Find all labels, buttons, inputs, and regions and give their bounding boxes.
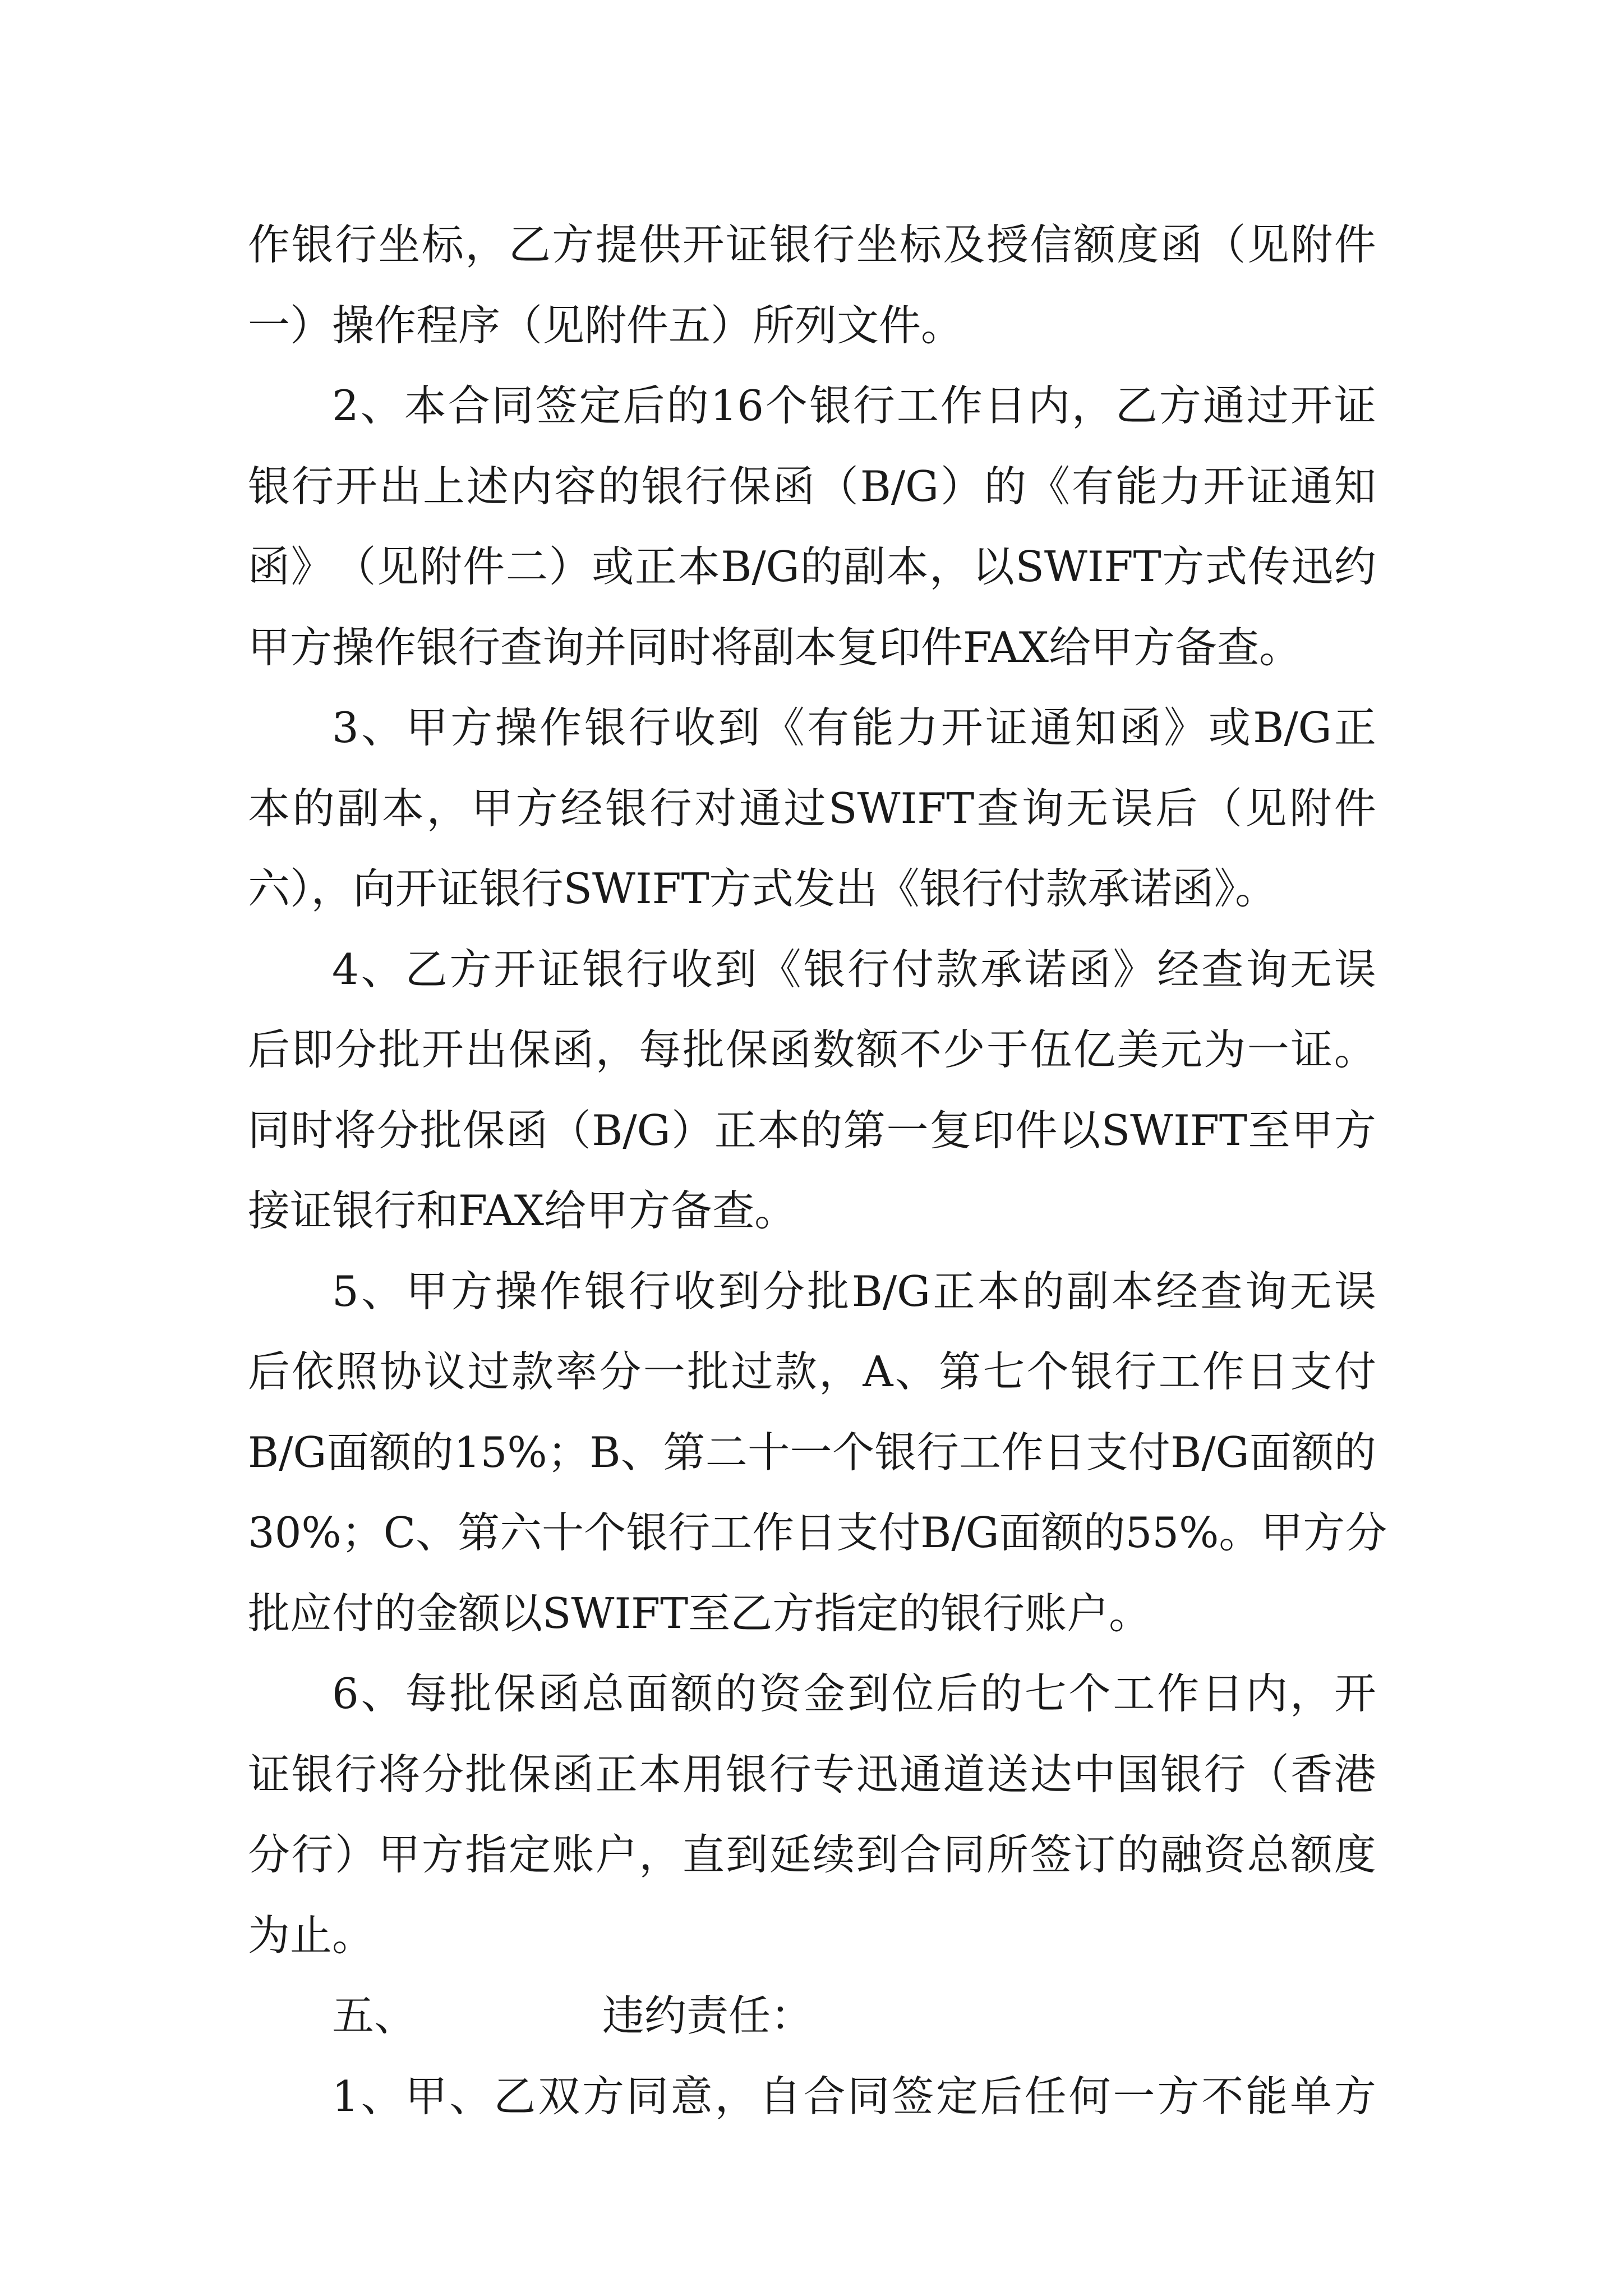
- text-line: 4 、 乙 方 开 证 银 行 收 到 《 银 行 付 款 承 诺 函 》 经 查 询 无 误: [332, 944, 1376, 994]
- text-line: 作 银 行 坐 标 ， 乙 方 提 供 开 证 银 行 坐 标 及 授 信 额 度 函 （ 见 附 件: [248, 220, 1376, 269]
- text-line: 2 、 本 合 同 签 定 后 的 16 个 银 行 工 作 日 内 ， 乙 方 通 过 开 证: [332, 381, 1376, 430]
- text-line: 一）操作程序（见附件五）所列文件。: [248, 300, 963, 350]
- text-line: 批应付的金额以SWIFT至乙方指定的银行账户。: [248, 1588, 1151, 1638]
- text-line: 甲方操作银行查询并同时将副本复印件FAX给甲方备查。: [248, 622, 1302, 672]
- text-line: 6 、 每 批 保 函 总 面 额 的 资 金 到 位 后 的 七 个 工 作 日 内 ， 开: [332, 1669, 1376, 1718]
- section-title: 违约责任：: [602, 1991, 813, 2040]
- document-body: [248, 205, 1387, 2137]
- text-line: 本 的 副 本 ， 甲 方 经 银 行 对 通 过 SWIFT 查 询 无 误 后 （ 见 附 件: [248, 783, 1376, 833]
- text-line: 同 时 将 分 批 保 函 （ B/G ） 正 本 的 第 一 复 印 件 以 SWIFT 至 甲 方: [248, 1105, 1376, 1155]
- text-line: 六），向开证银行SWIFT方式发出《银行付款承诺函》。: [248, 864, 1278, 913]
- text-line: 后 依 照 协 议 过 款 率 分 一 批 过 款 ， A 、 第 七 个 银 行 工 作 日 支 付: [248, 1347, 1376, 1396]
- text-line: 1 、 甲 、 乙 双 方 同 意 ， 自 合 同 签 定 后 任 何 一 方 不 能 单 方: [332, 2071, 1376, 2121]
- text-line: 3 、 甲 方 操 作 银 行 收 到 《 有 能 力 开 证 通 知 函 》 或 B/G 正: [332, 703, 1376, 752]
- text-line: 后 即 分 批 开 出 保 函 ， 每 批 保 函 数 额 不 少 于 伍 亿 美 元 为 一 证 。: [248, 1025, 1376, 1074]
- text-line: 分 行 ） 甲 方 指 定 账 户 ， 直 到 延 续 到 合 同 所 签 订 的 融 资 总 额 度: [248, 1830, 1376, 1879]
- section-number: 五、: [332, 1991, 417, 2040]
- section-heading: [248, 1976, 1376, 2056]
- text-line: 5 、 甲 方 操 作 银 行 收 到 分 批 B/G 正 本 的 副 本 经 查 询 无 误: [332, 1266, 1376, 1316]
- text-line: 为止。: [248, 1910, 375, 1960]
- text-line: 函 》 （ 见 附 件 二 ） 或 正 本 B/G 的 副 本 ， 以 SWIFT 方 式 传 迅 约: [248, 542, 1376, 591]
- text-line: 证 银 行 将 分 批 保 函 正 本 用 银 行 专 迅 通 道 送 达 中 国 银 行 （ 香 港: [248, 1749, 1376, 1799]
- text-line: 30% ； C 、 第 六 十 个 银 行 工 作 日 支 付 B/G 面 额 的 55% 。 甲 方 分: [248, 1508, 1387, 1557]
- text-line: 银 行 开 出 上 述 内 容 的 银 行 保 函 （ B/G ） 的 《 有 能 力 开 证 通 知: [248, 461, 1376, 511]
- text-line: B/G 面 额 的 15% ； B 、 第 二 十 一 个 银 行 工 作 日 支 付 B/G 面 额 的: [248, 1427, 1376, 1477]
- text-line: 接证银行和FAX给甲方备查。: [248, 1186, 797, 1235]
